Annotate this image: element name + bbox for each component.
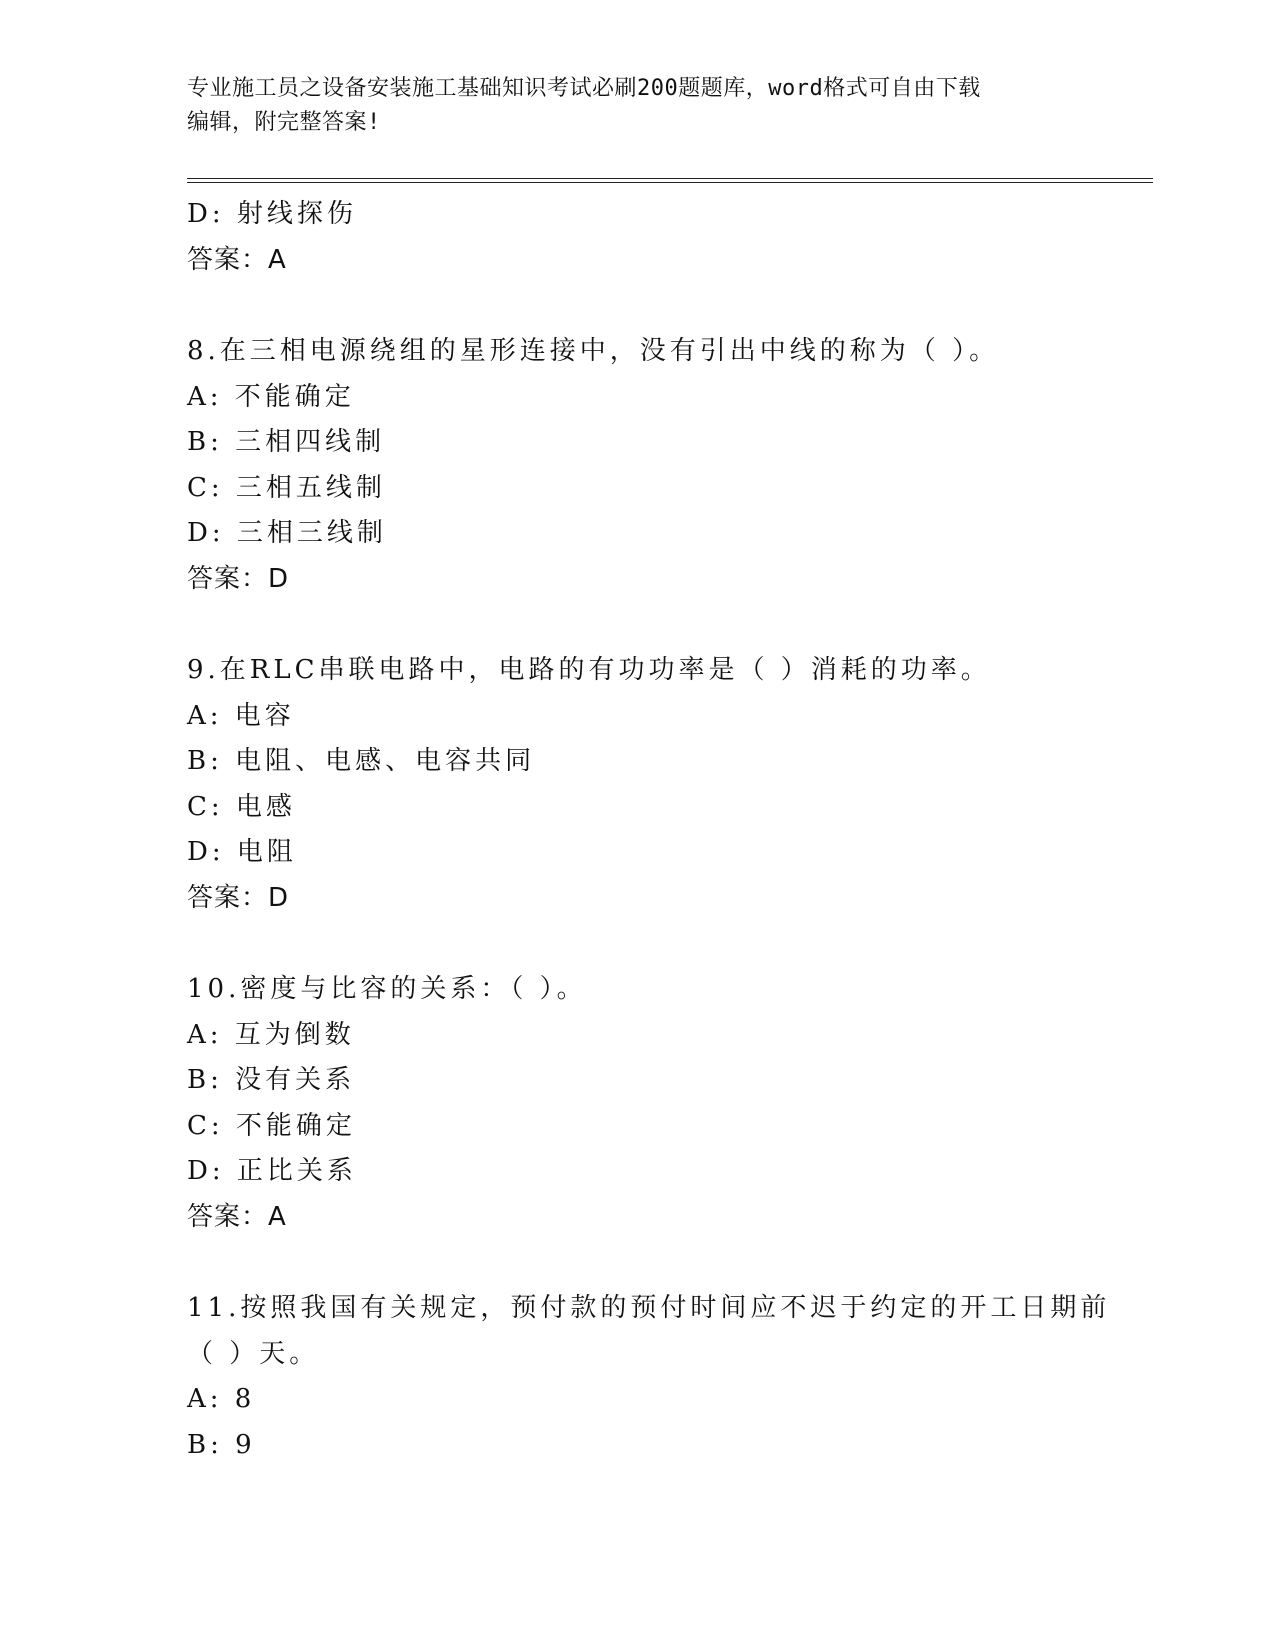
question-stem: 10.密度与比容的关系：（ ）。 <box>187 974 587 1004</box>
answer-line: 答案：A <box>187 244 287 275</box>
spacer <box>187 602 1153 648</box>
previous-question-tail <box>187 192 1153 283</box>
option-d: D: 正比关系 <box>187 1156 357 1186</box>
spacer <box>187 283 1153 329</box>
option-c: C: 电感 <box>187 791 296 822</box>
question-stem: 9.在RLC串联电路中，电路的有功功率是（ ）消耗的功率。 <box>187 655 991 685</box>
header-divider <box>187 178 1153 183</box>
option-b: B: 没有关系 <box>187 1065 356 1095</box>
document-header <box>187 72 1087 140</box>
answer-line: 答案：D <box>187 882 290 913</box>
question-9 <box>187 648 1153 921</box>
spacer <box>187 921 1153 967</box>
question-10 <box>187 967 1153 1240</box>
question-11 <box>187 1286 1153 1468</box>
answer-line: 答案：D <box>187 563 290 594</box>
question-8 <box>187 329 1153 602</box>
question-stem-line-1: 11.按照我国有关规定，预付款的预付时间应不迟于约定的开工日期前 <box>187 1293 1111 1323</box>
header-title-line-1: 专业施工员之设备安装施工基础知识考试必刷200题题库，word格式可自由下载 <box>187 76 981 101</box>
option-d: D: 三相三线制 <box>187 518 387 548</box>
option-d: D: 射线探伤 <box>187 199 357 229</box>
option-b: B: 三相四线制 <box>187 427 386 457</box>
option-c: C: 不能确定 <box>187 1110 356 1141</box>
option-a: A: 8 <box>187 1384 256 1414</box>
header-title-line-2: 编辑，附完整答案! <box>187 110 381 135</box>
option-d: D: 电阻 <box>187 837 297 867</box>
option-b: B: 电阻、电感、电容共同 <box>187 746 536 776</box>
option-b: B: 9 <box>187 1429 256 1460</box>
option-a: A: 不能确定 <box>187 381 355 412</box>
question-stem-line-2: （ ）天。 <box>187 1338 320 1369</box>
spacer <box>187 1240 1153 1286</box>
option-a: A: 互为倒数 <box>187 1019 355 1050</box>
answer-line: 答案：A <box>187 1201 287 1232</box>
option-c: C: 三相五线制 <box>187 472 386 503</box>
question-list <box>187 192 1153 1468</box>
option-a: A: 电容 <box>187 700 295 731</box>
question-stem: 8.在三相电源绕组的星形连接中，没有引出中线的称为（ ）。 <box>187 336 1000 366</box>
